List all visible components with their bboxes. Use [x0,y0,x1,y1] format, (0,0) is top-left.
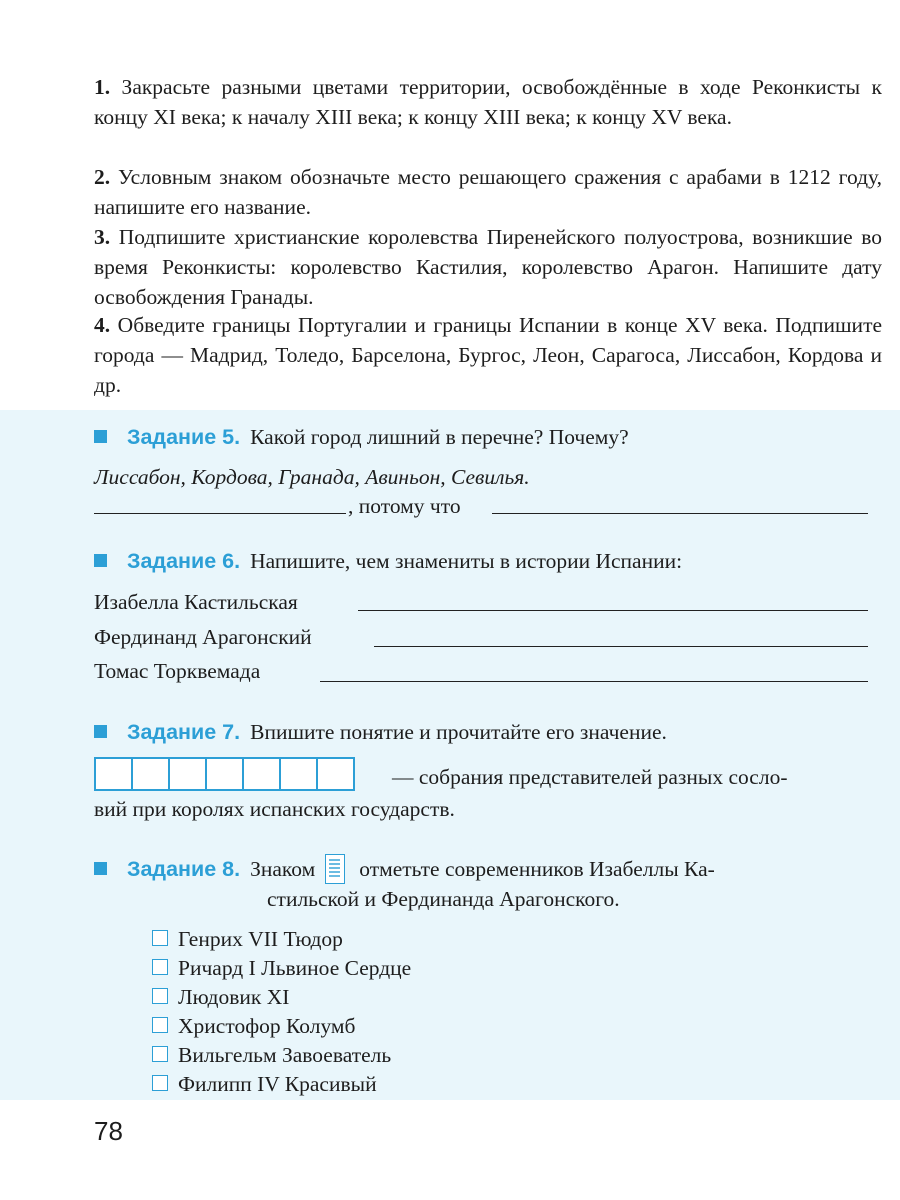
letter-box[interactable] [205,757,244,791]
checkbox[interactable] [152,959,168,975]
task-8-option[interactable]: Христофор Колумб [152,1012,355,1041]
task-5-city-list: Лиссабон, Кордова, Гранада, Авиньон, Севилья. [94,465,530,489]
task-6-label: Задание 6. [127,549,241,573]
task-marker-square-icon [94,430,107,443]
task-7-letter-boxes [94,757,353,791]
letter-box[interactable] [94,757,133,791]
task-6-person-3: Томас Торквемада [94,659,261,683]
instruction-2: 2. Условным знаком обозначьте место решающего сражения с арабами в 1212 году, напишите его название. [94,165,883,219]
task-6-answer-line-2[interactable] [374,646,868,647]
task-marker-square-icon [94,554,107,567]
page-number: 78 [94,1116,123,1146]
letter-box[interactable] [316,757,355,791]
task-8-option[interactable]: Генрих VII Тюдор [152,925,343,954]
document-icon [325,854,345,884]
task-5-label: Задание 5. [127,425,241,449]
task-6-person-2: Фердинанд Арагонский [94,625,312,649]
task-7-definition-line-1: — собрания представителей разных сосло- [392,765,788,789]
task-5-answer-line-2[interactable] [492,513,868,514]
task-7-heading [94,717,667,747]
task-8-heading [94,854,715,884]
task-8-label: Задание 8. [127,857,241,881]
instruction-1: 1. Закрасьте разными цветами территории, освобождённые в ходе Реконкисты к концу XI века; к началу XIII века; к концу XIII века; к концу XV века. [94,75,882,129]
task-marker-square-icon [94,725,107,738]
checkbox[interactable] [152,1075,168,1091]
task-6-heading [94,546,682,576]
checkbox[interactable] [152,1046,168,1062]
task-7-question: Впишите понятие и прочитайте его значение. [250,720,667,744]
task-8-option[interactable]: Вильгельм Завоеватель [152,1041,391,1070]
task-8-option[interactable]: Людовик XI [152,983,289,1012]
task-6-answer-line-1[interactable] [358,610,868,611]
letter-box[interactable] [131,757,170,791]
task-6-person-1: Изабелла Кастильская [94,590,298,614]
task-marker-square-icon [94,862,107,875]
task-6-question: Напишите, чем знамениты в истории Испании: [250,549,683,573]
checkbox[interactable] [152,1017,168,1033]
task-5-because-text: , потому что [348,494,461,518]
letter-box[interactable] [242,757,281,791]
task-8-text-line-2: стильской и Фердинанда Арагонского. [267,887,620,911]
checkbox[interactable] [152,988,168,1004]
checkbox[interactable] [152,930,168,946]
task-7-definition-line-2: вий при королях испанских государств. [94,797,455,821]
task-5-question: Какой город лишний в перечне? Почему? [250,425,629,449]
letter-box[interactable] [279,757,318,791]
task-8-text-after: отметьте современников Изабеллы Ка- [359,857,715,881]
letter-box[interactable] [168,757,207,791]
task-5-heading [94,422,629,452]
instruction-3: 3. Подпишите христианские королевства Пиренейского полуострова, возникшие во время Реконкисты: королевство Кастилия, королевство Арагон. Напишите дату освобождения Гранады. [94,225,883,309]
task-8-option[interactable]: Филипп IV Красивый [152,1070,377,1099]
task-6-answer-line-3[interactable] [320,681,868,682]
instruction-4: 4. Обведите границы Португалии и границы Испании в конце XV века. Подпишите города — Мадрид, Толедо, Барселона, Бургос, Леон, Сарагоса, Лиссабон, Кордова и др. [94,313,883,397]
task-8-text-before: Знаком [250,857,316,881]
task-7-label: Задание 7. [127,720,241,744]
task-5-answer-line-1[interactable] [94,513,346,514]
task-8-option[interactable]: Ричард I Львиное Сердце [152,954,411,983]
